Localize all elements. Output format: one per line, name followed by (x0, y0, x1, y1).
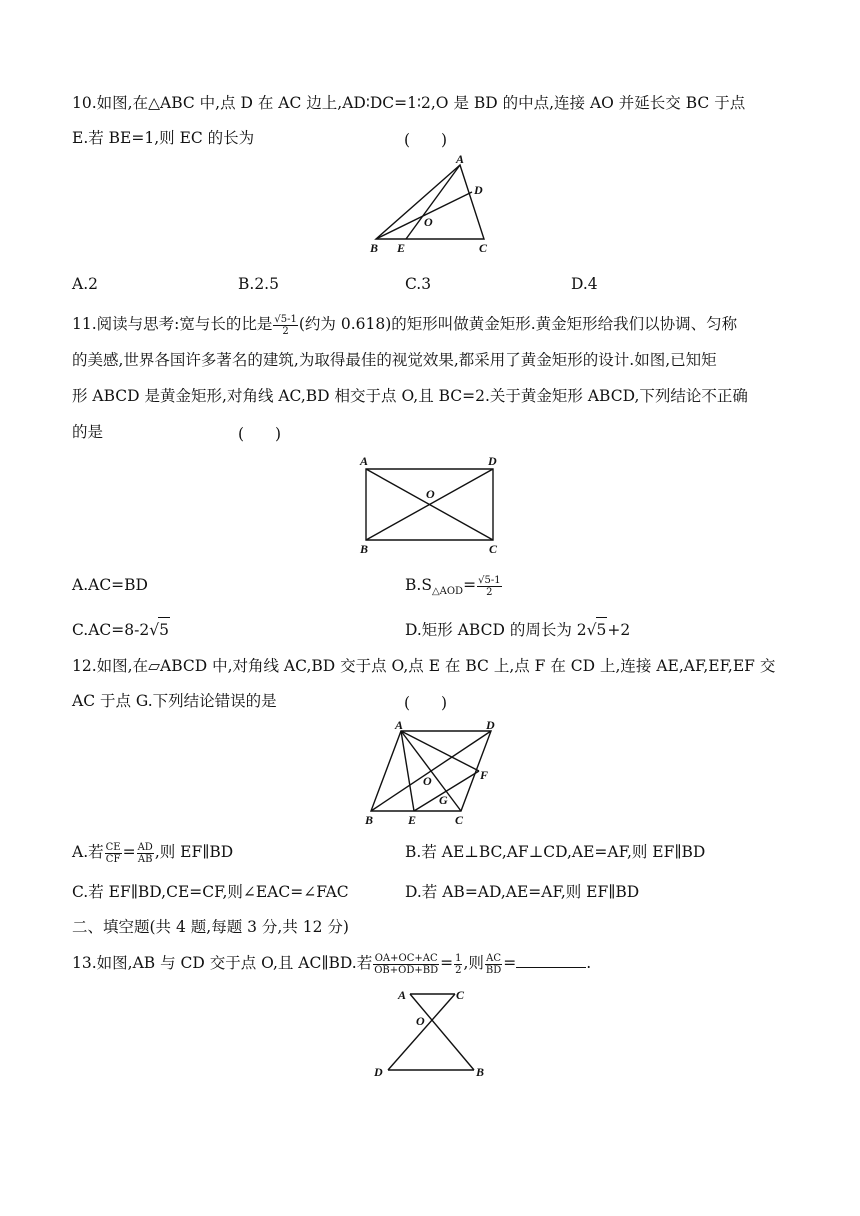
q11-golden-ratio-fraction: $\frac{√5-1}{2}$ (274, 313, 297, 337)
q10-option-a: A.2 (72, 275, 98, 293)
label-a: A (456, 152, 465, 166)
q12-line2: AC 于点 G.下列结论错误的是 (72, 692, 277, 710)
label-b: B (365, 813, 374, 827)
label-c: C (489, 542, 498, 556)
q10-figure (364, 152, 504, 258)
label-c: C (455, 813, 464, 827)
q11-answer-paren: ( ) (238, 425, 282, 443)
label-f: F (480, 768, 489, 782)
q12-answer-paren: ( ) (404, 694, 448, 712)
q10-option-b: B.2.5 (238, 275, 279, 293)
q11-line2: 的美感,世界各国许多著名的建筑,为取得最佳的视觉效果,都采用了黄金矩形的设计.如图,已知矩 (72, 351, 717, 369)
q11-option-c: C.AC=8-2√5 (72, 617, 170, 642)
segment-ab (410, 994, 474, 1070)
q12-option-a: A.若 $\frac{CE}{CF}$ = $\frac{AD}{AB}$ ,则 EF∥BD (72, 841, 234, 865)
q12-option-b: B.若 AE⊥BC,AF⊥CD,AE=AF,则 EF∥BD (405, 843, 706, 861)
q12-option-d: D.若 AB=AD,AE=AF,则 EF∥BD (405, 883, 640, 901)
q11-option-a: A.AC=BD (72, 576, 148, 594)
label-c: C (479, 241, 488, 255)
section-heading-fill-blank: 二、填空题(共 4 题,每题 3 分,共 12 分) (72, 918, 349, 936)
q11-line4: 的是 (72, 423, 104, 441)
q10-option-d: D.4 (571, 275, 598, 293)
label-d: D (486, 718, 495, 732)
q12-line1: 12.如图,在▱ABCD 中,对角线 AC,BD 交于点 O,点 E 在 BC 上,点 F 在 CD 上,连接 AE,AF,EF,EF 交 (72, 657, 776, 675)
label-o: O (424, 215, 433, 229)
label-a: A (360, 454, 369, 468)
q11-line1 (72, 312, 737, 337)
label-d: D (474, 183, 483, 197)
label-b: B (370, 241, 379, 255)
label-d: D (488, 454, 497, 468)
label-e: E (408, 813, 417, 827)
label-a: A (395, 718, 404, 732)
q10-answer-paren: ( ) (404, 131, 448, 149)
segment-ae (401, 731, 414, 811)
q11-figure (355, 452, 507, 556)
q12-figure (356, 718, 508, 828)
diagonal-bd (371, 731, 491, 811)
label-g: G (439, 793, 448, 807)
q13-figure (366, 985, 496, 1081)
segment-cd (388, 994, 455, 1070)
q10-line1: 10.如图,在△ABC 中,点 D 在 AC 边上,AD∶DC=1∶2,O 是 BD 的中点,连接 AO 并延长交 BC 于点 (72, 94, 746, 112)
q13-answer-blank[interactable] (516, 953, 586, 968)
label-b: B (360, 542, 369, 556)
label-o: O (426, 487, 435, 501)
q11-line1-b: (约为 0.618)的矩形叫做黄金矩形.黄金矩形给我们以协调、匀称 (298, 315, 738, 333)
q10-option-c: C.3 (405, 275, 432, 293)
q11-option-d: D.矩形 ABCD 的周长为 2√5+2 (405, 617, 630, 642)
label-a: A (398, 988, 407, 1002)
q11-line1-a: 11.阅读与思考:宽与长的比是 (72, 315, 273, 333)
label-d: D (374, 1065, 383, 1079)
q10-line2: E.若 BE=1,则 EC 的长为 (72, 129, 255, 147)
label-e: E (397, 241, 406, 255)
q12-option-c: C.若 EF∥BD,CE=CF,则∠EAC=∠FAC (72, 883, 349, 901)
q11-option-b: $B.S_{\triangle AOD}=$ $\frac{√5-1}{2}$ (405, 574, 501, 598)
label-o: O (416, 1014, 425, 1028)
label-c: C (456, 988, 465, 1002)
label-b: B (476, 1065, 485, 1079)
q13-line: 13.如图,AB 与 CD 交于点 O,且 AC∥BD.若 $\frac{OA+OC+AC}{OB+OD+BD}$ = $\frac{1}{2}$ ,则 $\frac{AC}{BD}$ = . (72, 952, 592, 976)
label-o: O (423, 774, 432, 788)
q11-line3: 形 ABCD 是黄金矩形,对角线 AC,BD 相交于点 O,且 BC=2.关于黄金矩形 ABCD,下列结论不正确 (72, 387, 748, 405)
